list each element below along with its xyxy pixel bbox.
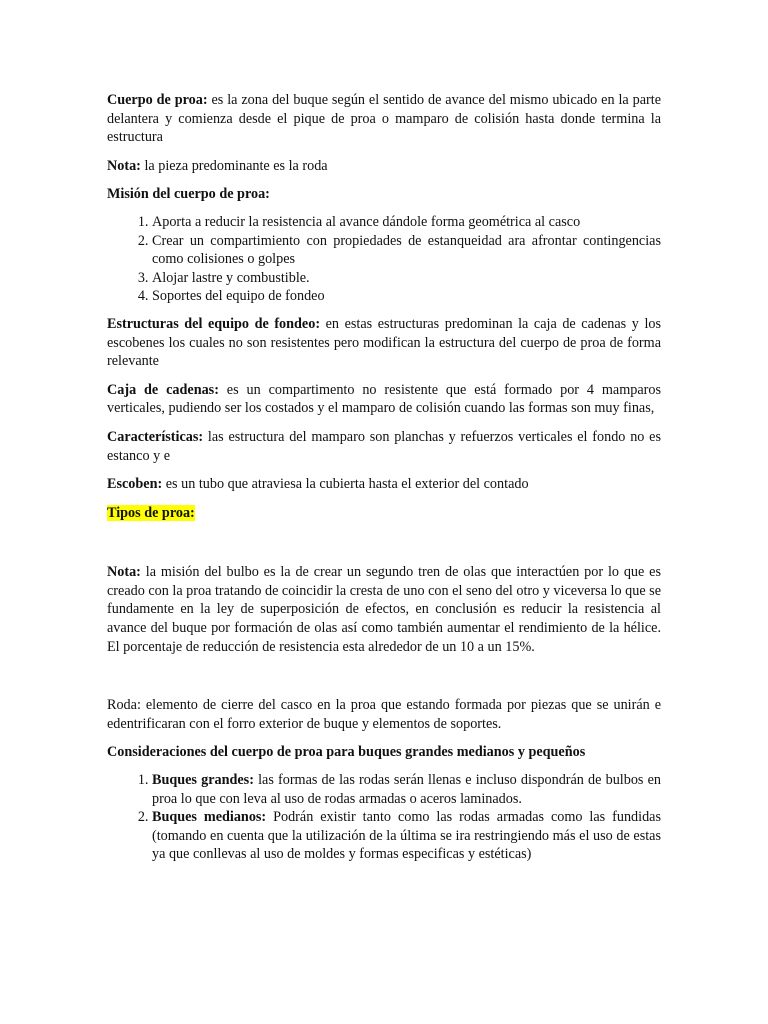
list-item: 4. Soportes del equipo de fondeo [152,287,661,306]
document-page [107,91,661,864]
heading-mision: Misión del cuerpo de proa: [107,186,270,203]
consideraciones-list [107,771,661,864]
nota-text: la pieza predominante es la roda [140,157,328,174]
paragraph-nota-bulbo [107,563,661,656]
nota-bulbo-text: la misión del bulbo es la de crear un segundo tren de olas que interactúen por lo que es creado con la proa tratando de coincidir la cresta de uno con el seno del otro y viceversa lo que se fundamente en la ley de superposición de efectos, en conclusión es reducir la resistencia al avance del buque por formación de olas así como también aumentar el rendimiento de la hélice. El porcentaje de reducción de resistencia esta alrededor de un 10 a un 15%. [107,564,661,655]
term-estructuras-fondeo: Estructuras del equipo de fondeo: [107,315,321,332]
estructuras-fondeo-text: en estas estructuras predominan la caja de cadenas y los escobenes los cuales no son resistentes pero modifican la estructura del cuerpo de proa de forma relevante [107,315,661,370]
caja-cadenas-text: es un compartimento no resistente que está formado por 4 mamparos verticales, pudiendo ser los costados y el mamparo de colisión cuando las formas son muy finas, [107,381,661,417]
list-item: 2. Crear un compartimiento con propiedades de estanqueidad ara afrontar contingencias como colisiones o golpes [152,232,661,269]
term-nota: Nota: [107,157,141,174]
definition-cuerpo-de-proa: es la zona del buque según el sentido de avance del mismo ubicado en la parte delantera y comienza desde el pique de proa o mamparo de colisión hasta donde termina la estructura [107,92,661,146]
list-item-buques-medianos [152,808,661,864]
escoben-text: es un tubo que atraviesa la cubierta hasta el exterior del contado [162,476,529,493]
term-caracteristicas: Características: [107,428,204,445]
paragraph-caja-cadenas [107,381,661,418]
heading-tipos-proa: Tipos de proa: [107,504,195,521]
paragraph-tipos-proa [107,504,661,523]
mission-list [107,213,661,306]
buques-medianos-text: Podrán existir tanto como las rodas armadas como las fundidas (tomando en cuenta que la utilización de la última se ira restringiendo más el uso de estas ya que conllevas al uso de moldes y formas especificas y estéticas) [152,809,661,863]
paragraph-caracteristicas [107,428,661,465]
caracteristicas-text: las estructura del mamparo son planchas y refuerzos verticales el fondo no es estanco y e [107,428,661,464]
heading-consideraciones: Consideraciones del cuerpo de proa para buques grandes medianos y pequeños [107,744,586,761]
term-buques-medianos: Buques medianos: [152,809,267,826]
paragraph-estructuras-fondeo [107,315,661,371]
list-item-buques-grandes [152,771,661,808]
list-item: 1. Aporta a reducir la resistencia al avance dándole forma geométrica al casco [152,213,661,232]
term-cuerpo-de-proa: Cuerpo de proa: [107,92,208,108]
term-caja-cadenas: Caja de cadenas: [107,381,219,398]
term-buques-grandes: Buques grandes: [152,772,254,789]
list-item: 3. Alojar lastre y combustible. [152,269,661,288]
buques-grandes-text: las formas de las rodas serán llenas e incluso dispondrán de bulbos en proa lo que con leva al uso de rodas armadas o aceros laminados. [152,772,661,807]
paragraph-roda: Roda: elemento de cierre del casco en la proa que estando formada por piezas que se unirán e edentrificaran con el forro exterior de buque y elementos de soportes. [107,697,661,732]
term-escoben: Escoben: [107,476,163,493]
paragraph-cuerpo-de-proa [107,91,661,147]
paragraph-escoben [107,475,661,494]
paragraph-nota-roda [107,157,661,176]
term-nota-bulbo: Nota: [107,564,141,581]
